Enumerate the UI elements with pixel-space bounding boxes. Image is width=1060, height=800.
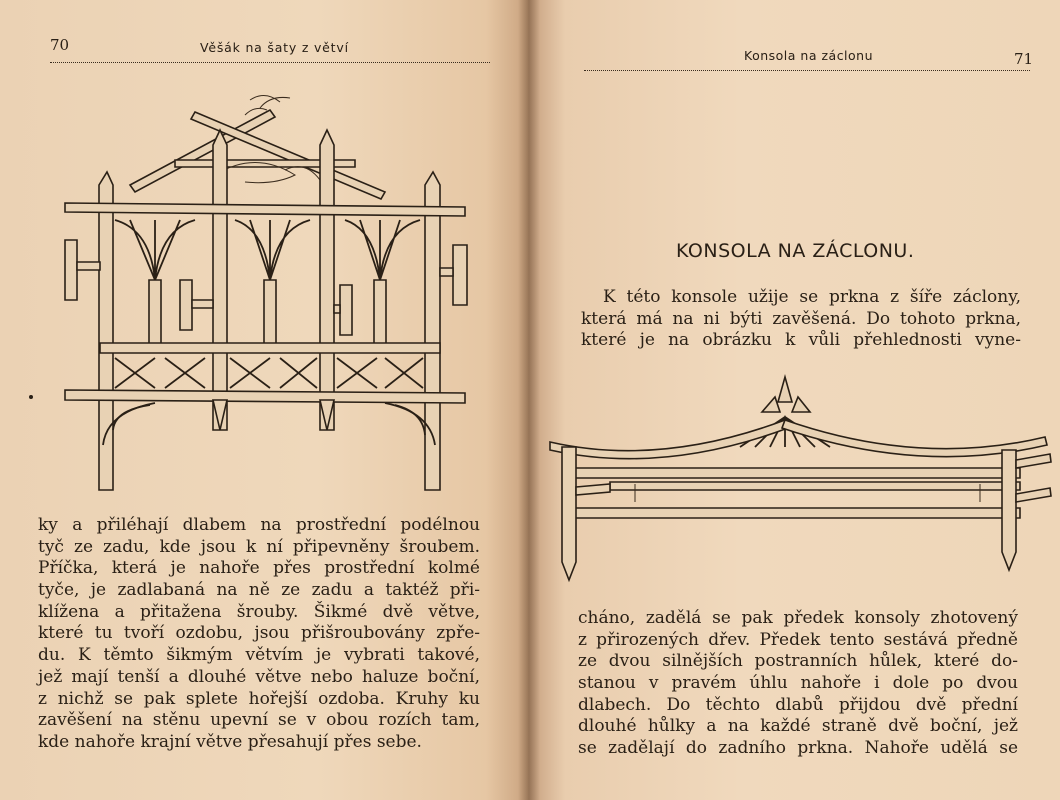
text-line: kde nahoře krajní větve přesahují přes sebe. bbox=[38, 731, 422, 752]
left-header-rule bbox=[50, 62, 490, 63]
text-line: klížena a přitažena šrouby. Šikmé dvě větve, bbox=[38, 601, 480, 622]
left-page-number: 70 bbox=[50, 36, 70, 54]
curtain-console-illustration bbox=[540, 372, 1055, 582]
left-running-head: Věšák na šaty z větví bbox=[200, 40, 349, 55]
right-header-rule bbox=[584, 70, 1030, 71]
text-line: ze dvou silnějších postranních hůlek, které do- bbox=[578, 651, 1018, 672]
coat-rack-illustration bbox=[55, 90, 475, 500]
text-line: zavěšení na stěnu upevní se v obou rozích tam, bbox=[38, 710, 480, 731]
text-line: dlabech. Do těchto dlabů přijdou dvě přední bbox=[578, 694, 1018, 715]
text-line: které je na obrázku k vůli přehlednosti vyne- bbox=[581, 330, 1021, 351]
text-line: du. K těmto šikmým větvím je vybrati takové, bbox=[38, 645, 480, 666]
left-page bbox=[0, 0, 528, 800]
text-line: se zadělají do zadního prkna. Nahoře udělá se bbox=[578, 738, 1018, 759]
text-line: která má na ni býti zavěšená. Do tohoto prkna, bbox=[581, 308, 1021, 329]
text-line: tyč ze zadu, kde jsou k ní připevněny šroubem. bbox=[38, 536, 480, 557]
text-line: dlouhé hůlky a na každé straně dvě boční, jež bbox=[578, 716, 1018, 737]
left-body-text bbox=[38, 515, 480, 754]
text-line: ky a přiléhají dlabem na prostřední podélnou bbox=[38, 515, 480, 535]
right-running-head: Konsola na záclonu bbox=[744, 48, 874, 63]
text-line: Příčka, která je nahoře přes prostřední kolmé bbox=[38, 558, 480, 579]
margin-mark bbox=[29, 395, 33, 399]
text-line: z nichž se pak splete hořejší ozdoba. Kruhy ku bbox=[38, 688, 480, 709]
text-line: jež mají tenší a dlouhé větve nebo haluze boční, bbox=[38, 666, 480, 687]
text-line: cháno, zadělá se pak předek konsoly zhotovený bbox=[578, 608, 1018, 628]
right-intro-text bbox=[581, 287, 1021, 352]
right-page-number: 71 bbox=[1014, 50, 1034, 68]
text-line: z přirozených dřev. Předek tento sestává předně bbox=[578, 629, 1018, 650]
section-title: KONSOLA NA ZÁCLONU. bbox=[676, 240, 915, 262]
text-line: které tu tvoří ozdobu, jsou přišroubovány zpře- bbox=[38, 623, 480, 644]
text-line: tyče, je zadlabaná na ně ze zadu a taktéž při- bbox=[38, 580, 480, 601]
text-line: K této konsole užije se prkna z šíře záclony, bbox=[603, 287, 1021, 307]
book-gutter bbox=[518, 0, 540, 800]
text-line: stanou v pravém úhlu nahoře i dole po dvou bbox=[578, 673, 1018, 694]
right-body-text bbox=[578, 608, 1018, 760]
